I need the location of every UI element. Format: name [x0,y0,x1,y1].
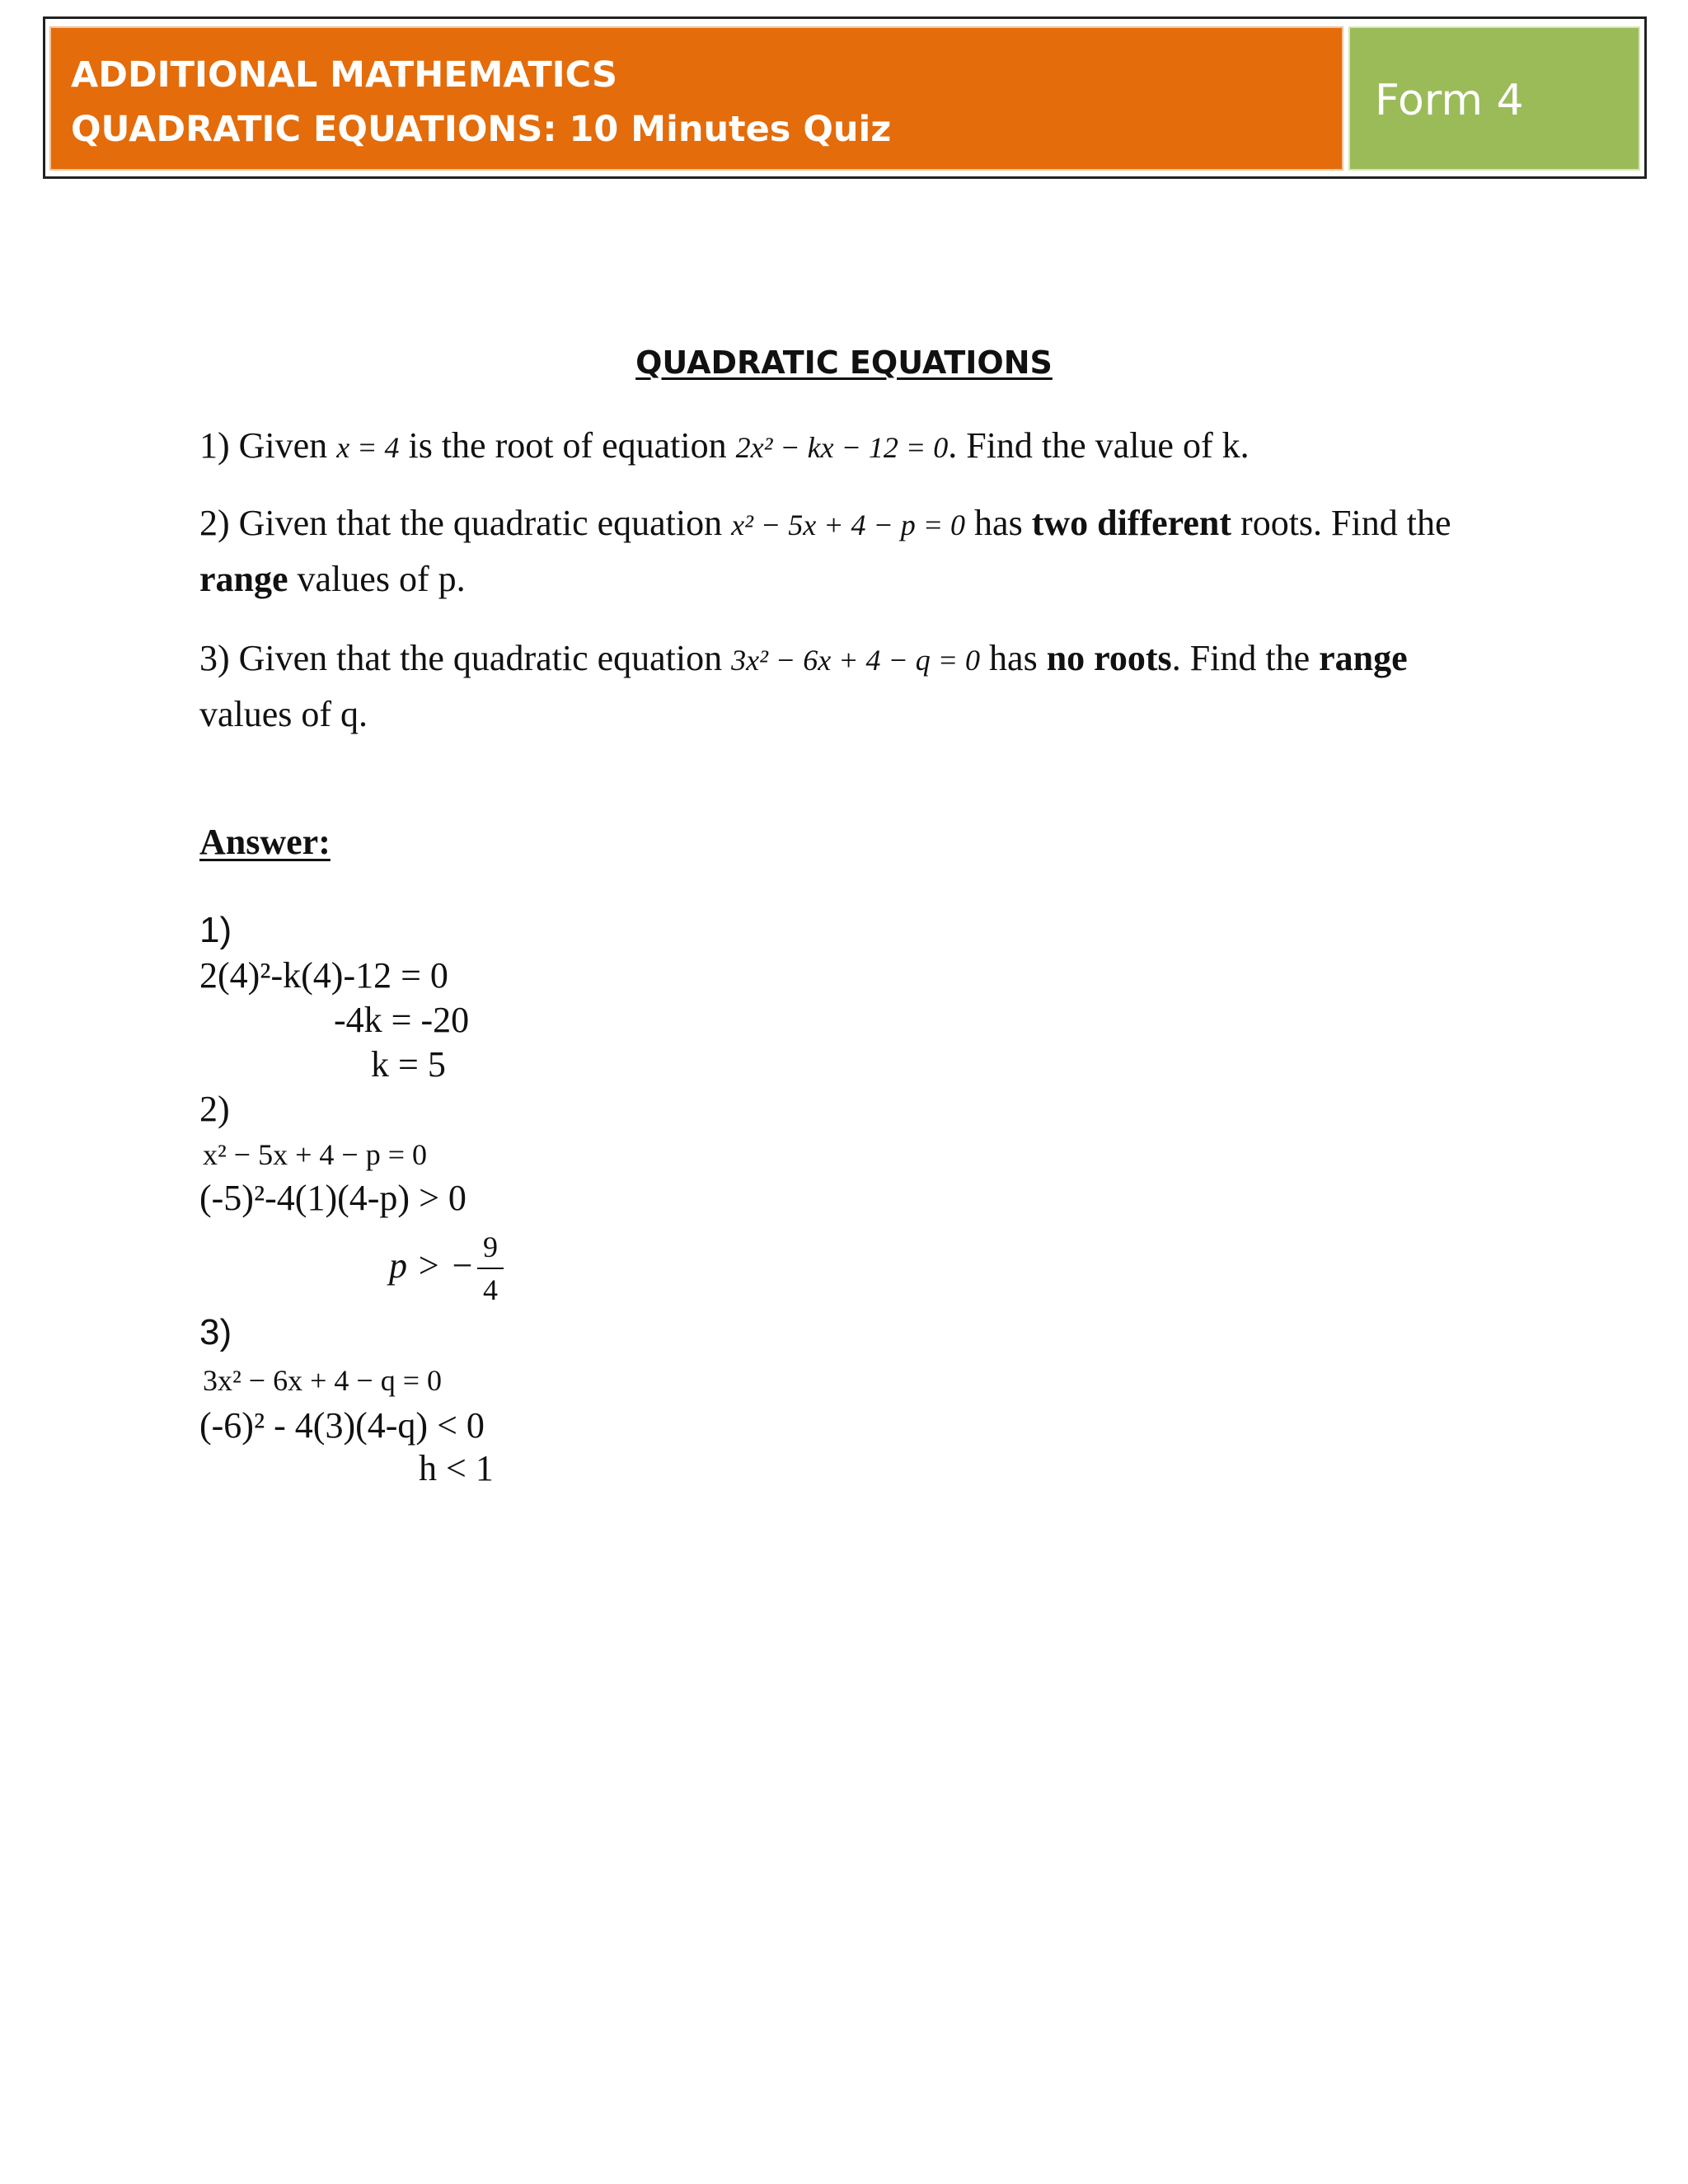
fraction-denominator: 4 [483,1273,498,1306]
answer-3-line-3: h < 1 [419,1448,494,1488]
answer-2-number: 2) [199,1089,230,1129]
header-topic: QUADRATIC EQUATIONS: 10 Minutes Quiz [71,109,892,150]
answer-1-number: 1) [199,910,232,950]
q3-prefix: 3) Given that the quadratic equation [199,638,723,678]
q2-emphasis-range: range [199,559,288,599]
q3-suffix: values of q. [199,694,368,734]
q1-mid: is the root of equation [408,425,727,466]
question-3 [199,631,1502,742]
q3-mid: has [989,638,1038,678]
q2-prefix: 2) Given that the quadratic equation [199,503,723,543]
question-1 [199,419,1518,475]
header-subject: ADDITIONAL MATHEMATICS [71,54,617,96]
q1-equation: 2x² − kx − 12 = 0 [735,431,949,464]
q3-emphasis-range: range [1319,638,1408,678]
q1-prefix: 1) Given [199,425,328,466]
header-title-block [49,26,1343,171]
question-2 [199,496,1485,607]
answer-2-line-3: p > − [389,1245,475,1286]
answer-1-line-3: k = 5 [371,1044,446,1085]
answer-2-fraction [474,1226,507,1310]
header-form-badge: Form 4 [1348,26,1640,171]
q1-equation-root: x = 4 [336,431,400,464]
q3-equation: 3x² − 6x + 4 − q = 0 [731,644,981,677]
document-header [49,26,1640,171]
answer-1-line-2: -4k = -20 [334,1000,470,1040]
q3-mid2: . Find the [1171,638,1311,678]
q2-equation: x² − 5x + 4 − p = 0 [731,509,966,541]
answer-3-line-1: 3x² − 6x + 4 − q = 0 [203,1364,443,1397]
fraction-numerator: 9 [483,1230,498,1263]
answer-2-line-1: x² − 5x + 4 − p = 0 [203,1138,428,1171]
answer-heading: Answer: [199,822,331,862]
answer-3-number: 3) [199,1312,232,1352]
q1-suffix: . Find the value of k. [948,425,1250,466]
answer-3-line-2: (-6)² - 4(3)(4-q) < 0 [199,1405,485,1446]
answer-2-line-2: (-5)²-4(1)(4-p) > 0 [199,1178,467,1218]
page-title: QUADRATIC EQUATIONS [635,344,1053,381]
q2-emphasis-different: two different [1031,503,1232,543]
answer-1-line-1: 2(4)²-k(4)-12 = 0 [199,955,448,996]
q3-emphasis-no-roots: no roots [1046,638,1172,678]
q2-mid: has [974,503,1023,543]
q2-mid2: roots. Find the [1240,503,1451,543]
q2-suffix: values of p. [297,559,466,599]
